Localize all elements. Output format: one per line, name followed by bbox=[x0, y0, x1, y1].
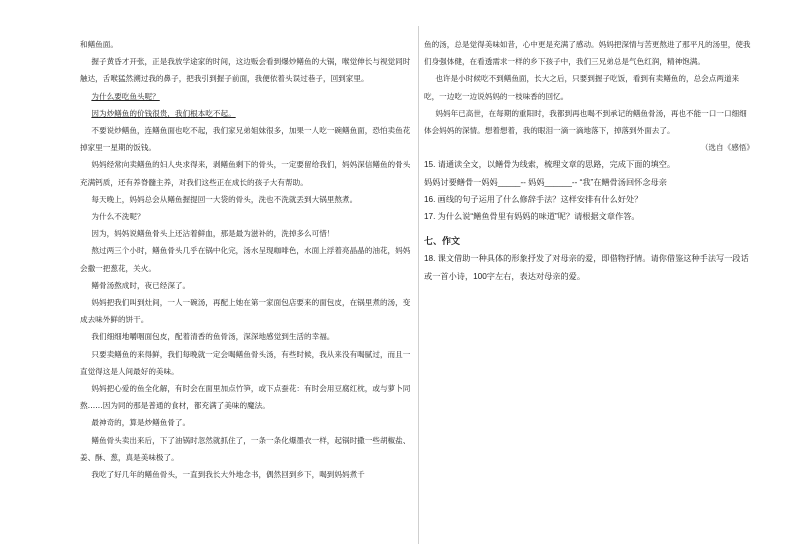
paragraph: 鱼的汤，总是觉得美味如昔，心中更是充满了感动。妈妈把深情与苦更熬进了那平凡的汤里，使我们身强体健，在看透需求一样的乡下孩子中，我们三兄弟总是气色红润，精神饱满。 bbox=[424, 40, 751, 67]
paragraph: 妈妈经常向卖鳝鱼的妇人央求得来，剥鳝鱼剩下的骨头，一定要留给我们，妈妈深信鳝鱼的骨头充满钙质，还有养脊髓主养，对我们这些正在成长的孩子大有帮助。 bbox=[80, 160, 411, 187]
question-15-blanks: 妈妈讨要鳝骨一妈妈_____-- 妈妈______-- “我”在鳝骨汤回怀念母亲 bbox=[424, 177, 667, 187]
question-17: 17. 为什么说“鳝鱼骨里有妈妈的味道”呢？请根据文章作答。 bbox=[424, 212, 640, 222]
paragraph: 不要说炒鳝鱼，连鳝鱼面也吃不起，我们家兄弟姐妹很多，加果一人吃一碗鳝鱼面，恐怕卖鱼花掉家里一星期的饭钱。 bbox=[80, 126, 411, 153]
paragraph: 鳝鱼骨头卖出来后，下了油锅时忽然就抓住了，一条一条化爆墨衣一样，起锅时撒一些胡椒盐、姜、酥、葱，真是美味极了。 bbox=[80, 435, 411, 462]
paragraph: 每天晚上，妈妈总会从鳝鱼握提回一大袋的骨头，洗也不洗就丢到大锅里熬煮。 bbox=[91, 194, 358, 204]
paragraph: 和鳝鱼面。 bbox=[80, 40, 118, 49]
question-15: 15. 请通读全文，以鳝骨为线索，梳理文章的思路，完成下面的填空。 bbox=[424, 160, 676, 170]
paragraph: 因为，妈妈说鳝鱼骨头上还沾着鲜血，那是最为滋补的，洗掉多么可惜！ bbox=[91, 229, 335, 239]
paragraph: 因为炒鳝鱼的价钱很贵，我们根本吃不起。 bbox=[91, 108, 236, 118]
paragraph: 鳝骨汤熬成时，夜已经深了。 bbox=[91, 280, 191, 290]
paragraph: 也许是小时候吃不到鳝鱼面，长大之后，只要到握子吃饭，看到有卖鳝鱼的，总会点两道来吃，一边吃一边说妈妈的一枝味香的回忆。 bbox=[424, 74, 740, 101]
paragraph: 妈妈把我们叫到灶间，一人一碗汤，再配上她在第一家面包店要来的面包皮，在锅里煮的汤，变成去味外鲜的饼干。 bbox=[80, 298, 411, 325]
essay-prompt: 18. 课文借助一种具体的形象抒发了对母亲的爱，即借物抒情。请你借鉴这种手法写一段话或一首小诗，100字左右，表达对母亲的爱。 bbox=[424, 254, 749, 281]
source-note: （选自《感悟》 bbox=[700, 143, 754, 153]
paragraph: 我们细细地嚼咽面包皮，配着清香的鱼骨汤，深深地感觉到生活的幸福。 bbox=[91, 332, 335, 342]
question-16: 16. 画线的句子运用了什么修辞手法？这样安排有什么好处？ bbox=[424, 194, 643, 204]
paragraph: 为什么要吃鱼头呢？ bbox=[91, 91, 160, 101]
left-column bbox=[80, 36, 413, 483]
paragraph: 最神奇的，算是炒鳝鱼骨了。 bbox=[91, 418, 191, 428]
section-title-composition: 七、作文 bbox=[424, 236, 461, 247]
paragraph: 妈妈年已高世，在每期的重阳时，我都到再也喝不到承记的鳝鱼骨汤，再也不能一口一口细细体会妈妈的深情。想着想着，我的眼泪一滴一滴地落下，掉落到外面去了。 bbox=[424, 108, 747, 136]
paragraph: 妈妈把心爱的鱼全化解，有时会在面里加点竹笋，或下点蚕花：有时会用豆腐红枕，或与萝卜同熬……因为同的那是普通的食材，都充满了美味的魔法。 bbox=[80, 384, 411, 411]
paragraph: 熬过两三个小时，鳝鱼骨头几乎在锅中化完，汤水呈现咖啡色，水面上浮着亮晶晶的油花，妈妈会撒一把葱花，关火。 bbox=[80, 246, 411, 273]
paragraph: 握子黄昏才开张，正是我放学途家的时间，这边贩会看到爆炒鳝鱼的大锅，喉觉伸长与视觉同时触达，舌喉猛然溯过我的鼻子，把我引到握子前面，我便依着头误过巷子，回到家里。 bbox=[80, 57, 411, 84]
paragraph: 为什么不洗呢？ bbox=[91, 212, 145, 222]
column-divider bbox=[418, 26, 419, 544]
paragraph: 只要卖鳝鱼的来得鲜，我们每晚就一定会喝鳝鱼骨头汤，有些时候，我从来没有喝腻过，而且一直觉得这是人间最好的美味。 bbox=[80, 349, 411, 376]
right-column bbox=[424, 36, 754, 285]
paragraph: 我吃了好几年的鳝鱼骨头，一直到我长大外地念书，偶然回到乡下，喝到妈妈煮千 bbox=[91, 470, 365, 480]
